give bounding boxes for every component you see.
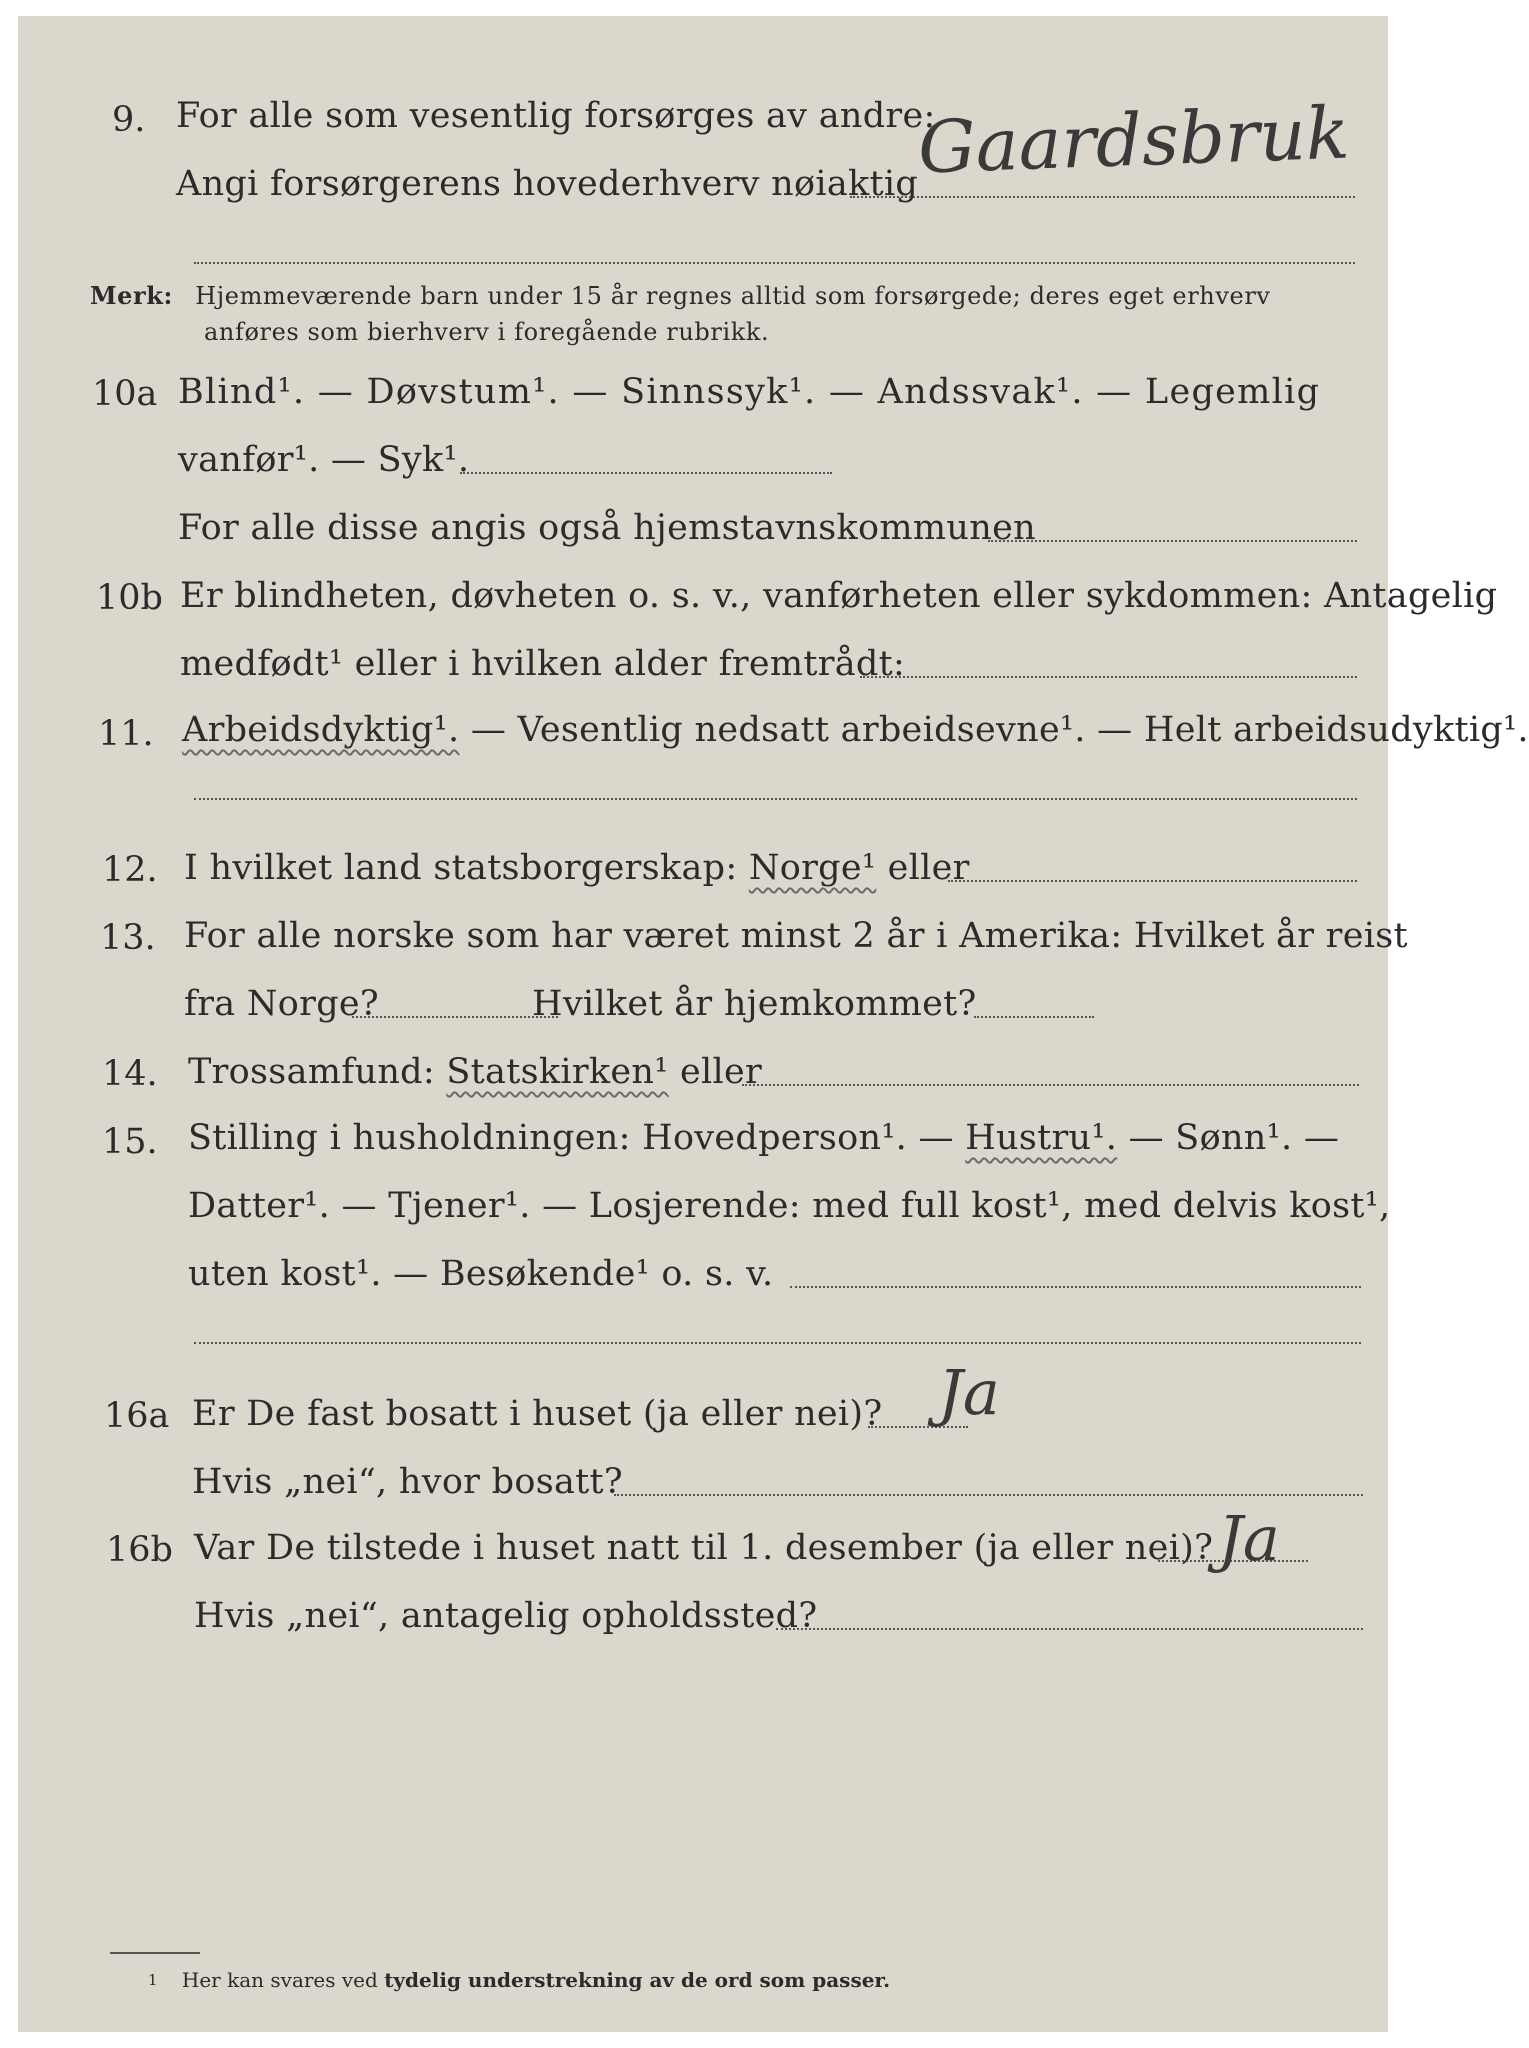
- q9-number: 9.: [112, 100, 146, 140]
- footnote-text1: Her kan svares ved: [181, 1968, 385, 1992]
- merk-label: Merk:: [90, 281, 173, 310]
- q15-line1: [188, 1116, 1339, 1160]
- q15-line1a: Stilling i husholdningen: Hovedperson¹. —: [188, 1118, 966, 1158]
- q16a-handwritten-answer: Ja: [938, 1356, 1000, 1429]
- q12-dots: [948, 880, 1357, 882]
- q14-post: eller: [668, 1052, 763, 1092]
- q16b-handwritten-answer: Ja: [1218, 1502, 1280, 1575]
- q11-rest: — Vesentlig nedsatt arbeidsevne¹. — Helt arbeidsudyktig¹.: [459, 710, 1529, 750]
- q13-line2a-dots: [352, 1016, 558, 1018]
- q9-answer-line: [850, 196, 1355, 198]
- footnote: [148, 1966, 890, 1994]
- q16a-number: 16a: [104, 1396, 170, 1436]
- q10a-line1: Blind¹. — Døvstum¹. — Sinnssyk¹. — Andssvak¹. — Legemlig: [178, 372, 1321, 412]
- q10b-line2-dots: [860, 676, 1357, 678]
- q13-line2b-dots: [974, 1016, 1094, 1018]
- q15-underlined-option: Hustru¹.: [965, 1118, 1118, 1158]
- q16a-line1: Er De fast bosatt i huset (ja eller nei)?: [192, 1394, 883, 1434]
- q10b-number: 10b: [96, 578, 163, 618]
- q15-extra-line: [194, 1342, 1361, 1344]
- q16b-line2: Hvis „nei“, antagelig opholdssted?: [194, 1596, 818, 1636]
- q14-pre: Trossamfund:: [188, 1052, 447, 1092]
- q14-number: 14.: [102, 1054, 158, 1094]
- q14-underlined-option: Statskirken¹: [446, 1052, 669, 1092]
- q15-number: 15.: [102, 1122, 158, 1162]
- q9-handwritten-answer: Gaardsbruk: [916, 90, 1351, 190]
- q10b-line1: Er blindheten, døvheten o. s. v., vanførheten eller sykdommen: Antagelig: [180, 576, 1498, 616]
- q10a-line2-dots: [460, 472, 832, 474]
- q16a-line2-dots: [614, 1494, 1363, 1496]
- q15-line3: uten kost¹. — Besøkende¹ o. s. v.: [188, 1254, 774, 1294]
- q14-dots: [742, 1084, 1359, 1086]
- q15-line1c: — Sønn¹. —: [1117, 1118, 1340, 1158]
- q11-underlined-option: Arbeidsdyktig¹.: [182, 710, 460, 750]
- q16b-line2-dots: [776, 1628, 1363, 1630]
- q16a-line2: Hvis „nei“, hvor bosatt?: [192, 1462, 623, 1502]
- q11-extra-line: [194, 798, 1357, 800]
- merk-text1: Hjemmeværende barn under 15 år regnes alltid som forsørgede; deres eget erhverv: [195, 282, 1271, 310]
- q15-line2: Datter¹. — Tjener¹. — Losjerende: med full kost¹, med delvis kost¹,: [188, 1186, 1391, 1226]
- merk-note-line1: [90, 278, 1271, 314]
- footnote-mark: 1: [148, 1971, 158, 1989]
- q15-line3-dots: [790, 1286, 1361, 1288]
- q16b-line1: Var De tilstede i huset natt til 1. desember (ja eller nei)?: [194, 1528, 1214, 1568]
- q16b-number: 16b: [106, 1530, 173, 1570]
- q10b-line2: medfødt¹ eller i hvilken alder fremtrådt:: [180, 644, 906, 684]
- q10a-number: 10a: [92, 374, 158, 414]
- q11-line1: [182, 708, 1529, 752]
- q12-line: [184, 846, 970, 890]
- footnote-rule: [110, 1952, 200, 1954]
- q12-post: eller: [876, 848, 970, 888]
- q13-line2a: fra Norge?: [184, 984, 379, 1024]
- q9-line1: For alle som vesentlig forsørges av andre:: [176, 96, 936, 136]
- q13-line1: For alle norske som har været minst 2 år i Amerika: Hvilket år reist: [184, 916, 1408, 956]
- footnote-text2: tydelig understrekning av de ord som passer.: [384, 1968, 891, 1992]
- q12-pre: I hvilket land statsborgerskap:: [184, 848, 749, 888]
- q11-number: 11.: [98, 714, 154, 754]
- q12-number: 12.: [102, 850, 158, 890]
- q9-line2: Angi forsørgerens hovederhverv nøiaktig: [176, 164, 919, 204]
- q14-line: [188, 1050, 762, 1094]
- merk-text2: anføres som bierhverv i foregående rubrikk.: [204, 318, 770, 346]
- q13-number: 13.: [100, 918, 156, 958]
- q9-extra-line: [194, 262, 1355, 264]
- q13-line2b: Hvilket år hjemkommet?: [532, 984, 977, 1024]
- q10a-line2: vanfør¹. — Syk¹.: [178, 440, 470, 480]
- census-form-page: [18, 16, 1529, 2032]
- q12-underlined-option: Norge¹: [748, 848, 877, 888]
- q10a-line3: For alle disse angis også hjemstavnskommunen: [178, 508, 1036, 548]
- q10a-line3-dots: [988, 540, 1357, 542]
